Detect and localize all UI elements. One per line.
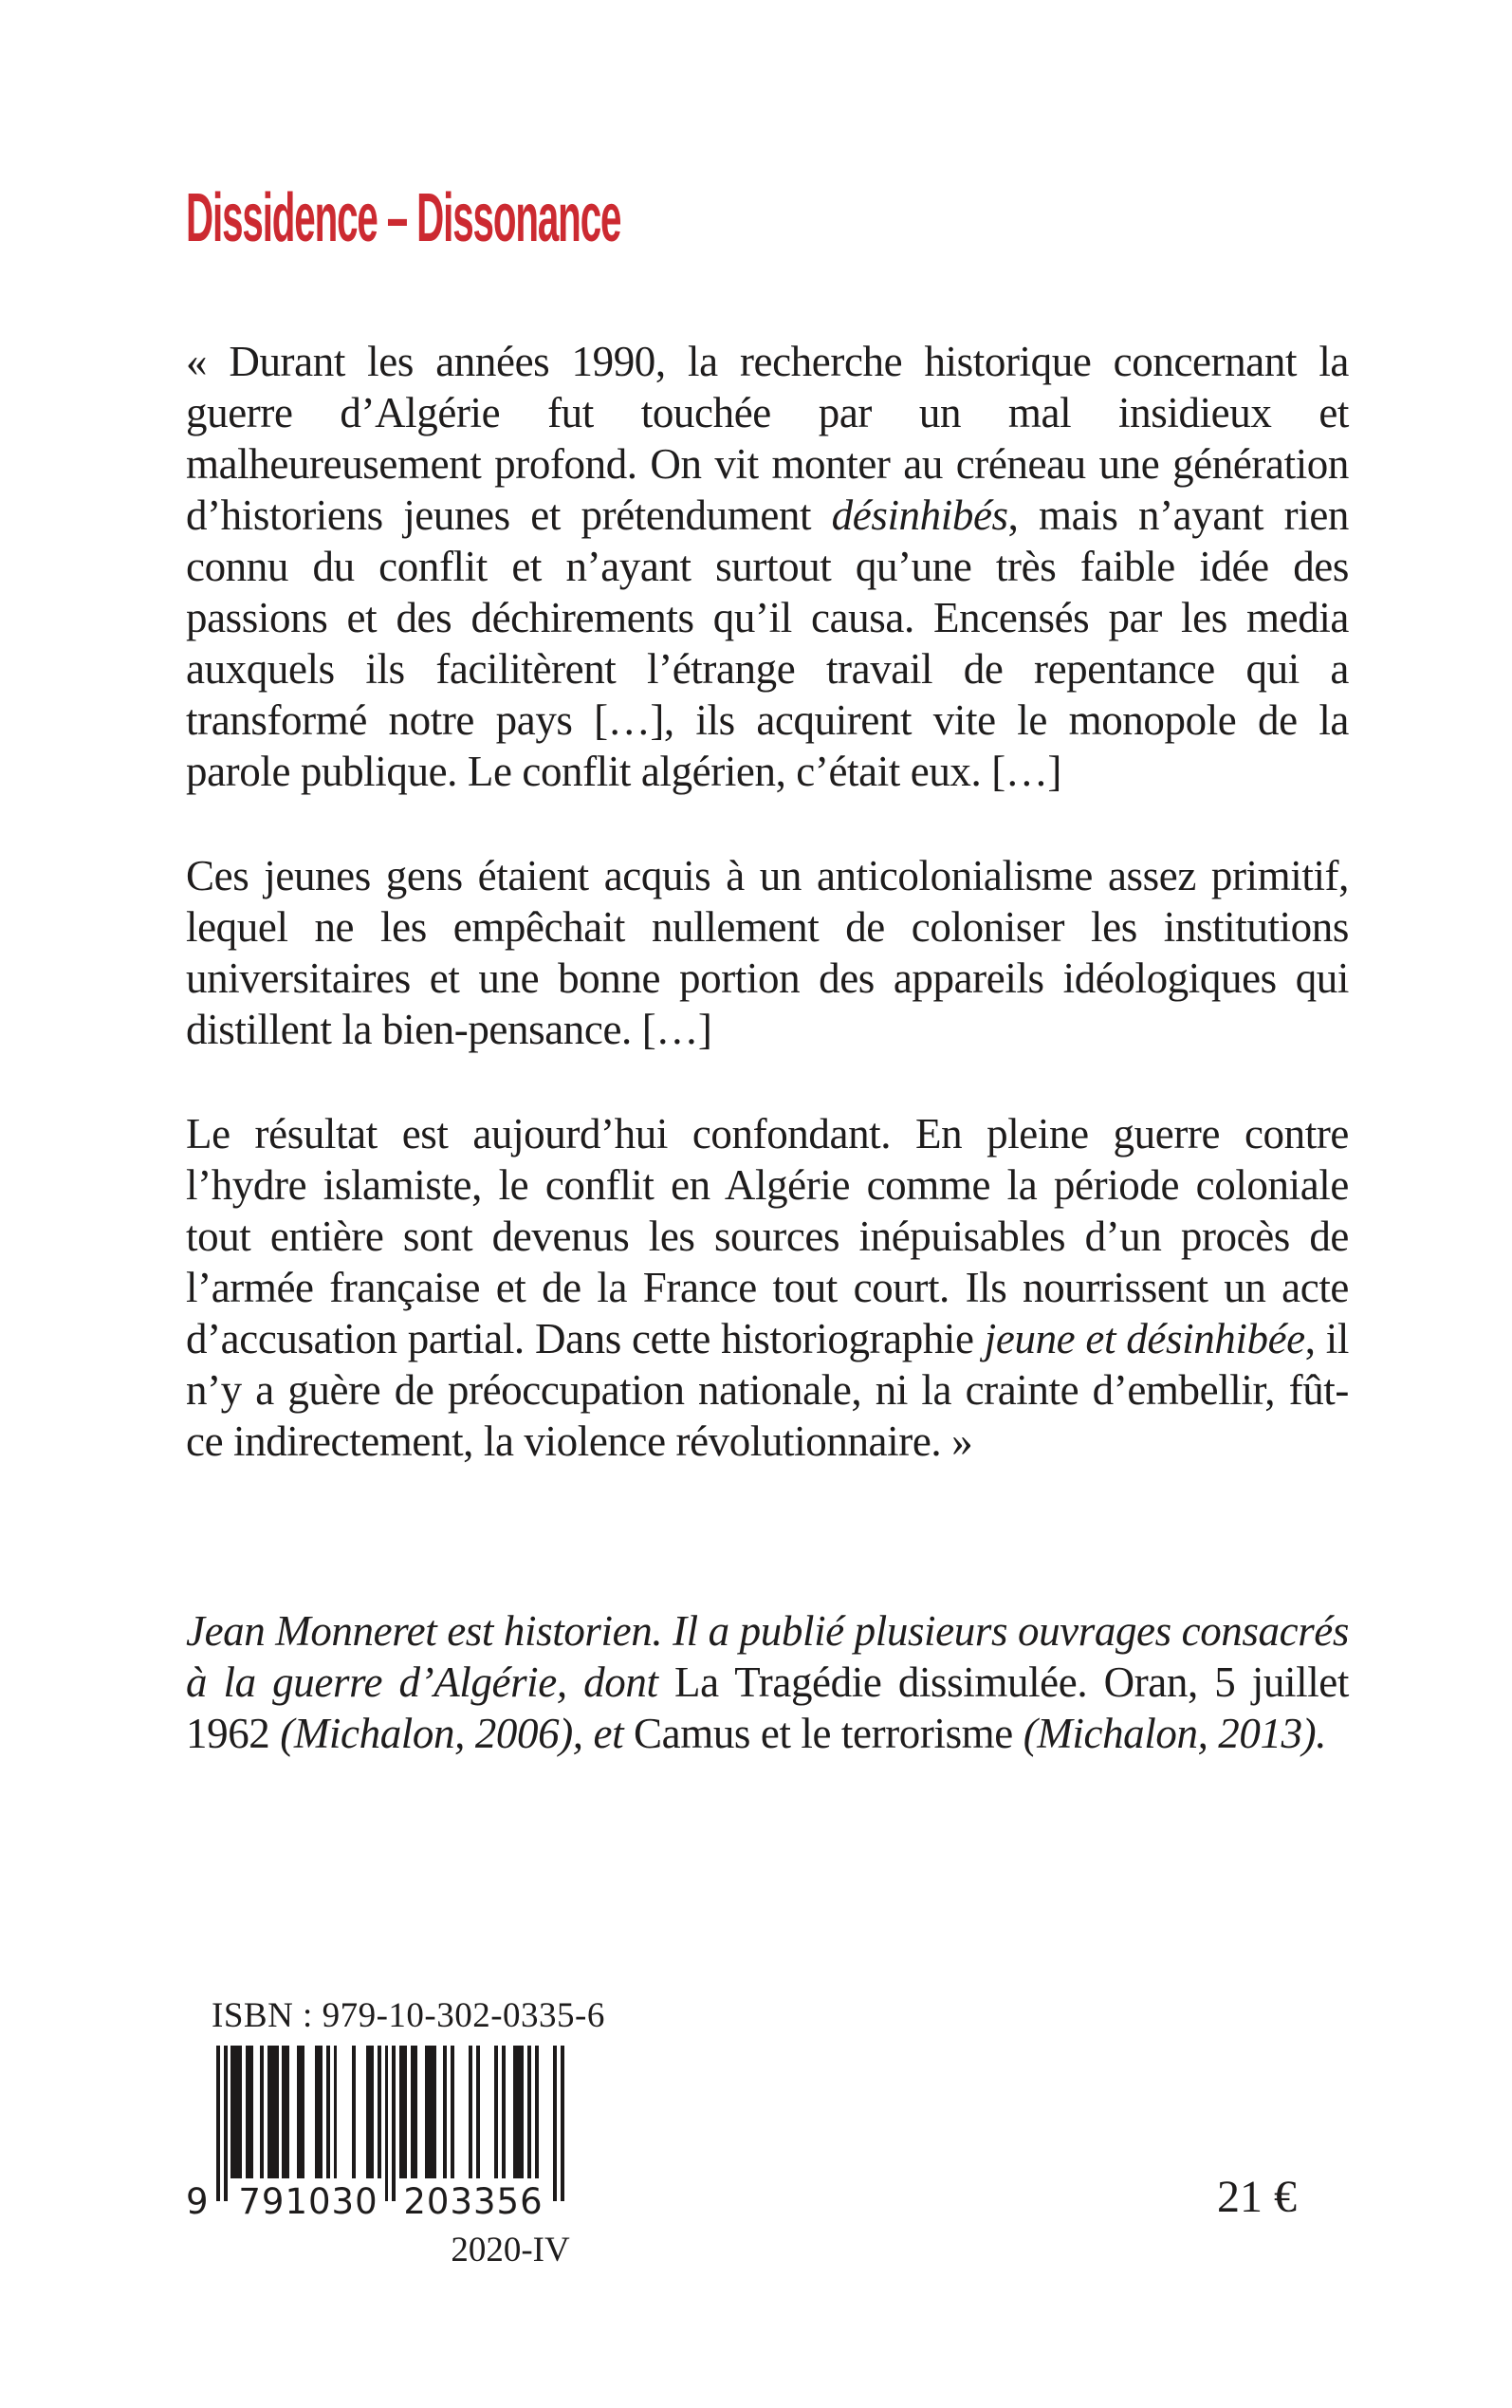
- barcode-digits-left: 791030: [238, 2181, 378, 2222]
- quote-paragraph-2: Ces jeunes gens étaient acquis à un anticolonialisme assez primitif, lequel ne les empêchait nullement de coloniser les institutions universitaires et une bonne portion des appareils idéologiques qui distillent la bien-pensance. […]: [186, 852, 1349, 1053]
- barcode-digits-right: 203356: [403, 2181, 544, 2222]
- book-title: Dissidence – Dissonance: [186, 180, 621, 256]
- barcode-digits: [186, 2180, 563, 2224]
- quote-paragraph-3: Le résultat est aujourd’hui confondant. En pleine guerre contre l’hydre islamiste, le conflit en Algérie comme la période coloniale tout entière sont devenus les sources inépuisables d’un procès de l’armée française et de la France tout court. Ils nourrissent un acte d’accusation partial. Dans cette historiographie jeune et désinhibée, il n’y a guère de préoccupation nationale, ni la crainte d’embellir, fût-ce indirectement, la violence révolutionnaire. »: [186, 1110, 1349, 1465]
- barcode: [186, 2046, 570, 2269]
- price: 21 €: [1217, 2172, 1297, 2222]
- barcode-bars: [216, 2046, 563, 2201]
- isbn-label: ISBN : 979-10-302-0335-6: [212, 1996, 605, 2035]
- barcode-digit-lead: 9: [186, 2181, 209, 2222]
- quote-paragraph-1: « Durant les années 1990, la recherche historique concernant la guerre d’Algérie fut touchée par un mal insidieux et malheureusement profond. On vit monter au créneau une génération d’historiens jeunes et prétendument désinhibés, mais n’ayant rien connu du conflit et n’ayant surtout qu’une très faible idée des passions et des déchirements qu’il causa. Encensés par les media auxquels ils facilitèrent l’étrange travail de repentance qui a transformé notre pays […], ils acquirent vite le monopole de la parole publique. Le conflit algérien, c’était eux. […]: [186, 338, 1349, 795]
- edition-code: 2020-IV: [451, 2231, 570, 2269]
- cover-text-column: [186, 180, 1349, 1759]
- author-bio: Jean Monneret est historien. Il a publié plusieurs ouvrages consacrés à la guerre d’Algérie, dont La Tragédie dissimulée. Oran, 5 juillet 1962 (Michalon, 2006), et Camus et le terrorisme (Michalon, 2013).: [186, 1607, 1349, 1757]
